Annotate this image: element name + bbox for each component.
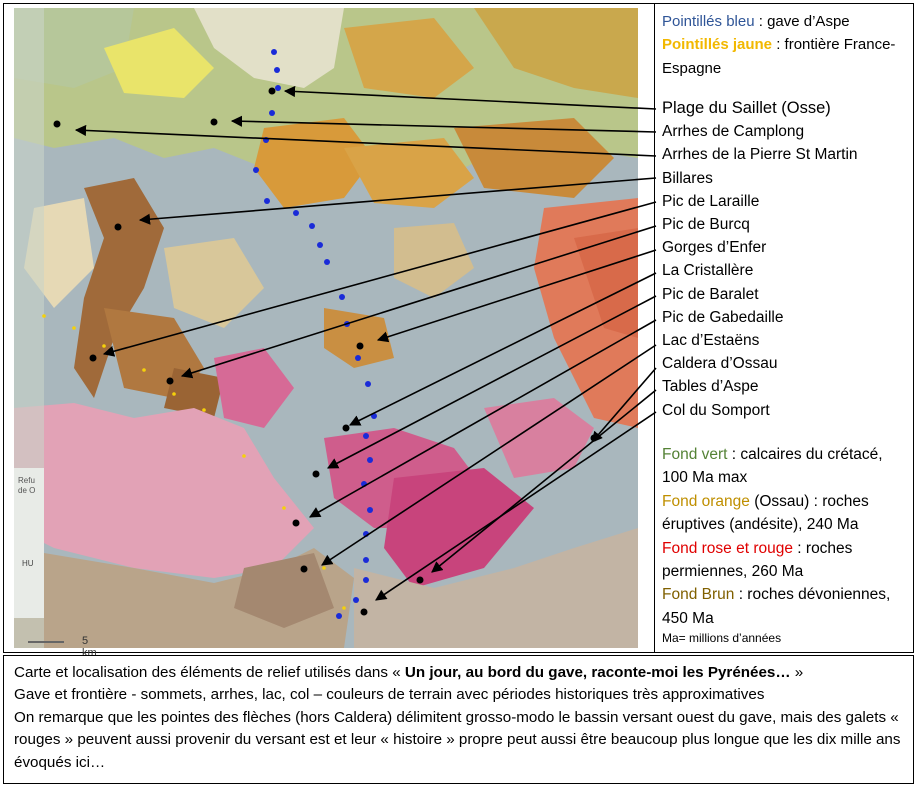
place-name: Arrhes de Camplong	[662, 123, 805, 141]
place-name: Plage du Saillet (Osse)	[662, 99, 831, 117]
geological-map	[14, 8, 638, 659]
scale-label: 5 km	[82, 635, 97, 659]
place-name: Col du Somport	[662, 401, 770, 419]
caption-box	[3, 655, 914, 784]
svg-text:HU: HU	[22, 559, 34, 568]
place-name: Tables d’Aspe	[662, 378, 759, 396]
legend-note: Ma= millions d’années	[662, 631, 782, 646]
legend-blue-label: Pointillés bleu	[662, 13, 755, 30]
column-divider	[654, 3, 655, 653]
place-name: Arrhes de la Pierre St Martin	[662, 146, 858, 164]
svg-text:de O: de O	[18, 486, 36, 495]
place-name: La Cristallère	[662, 262, 754, 280]
legend-yellow-text: : frontière France-Espagne	[662, 36, 896, 77]
place-name: Pic de Gabedaille	[662, 308, 784, 326]
place-name: Billares	[662, 169, 713, 187]
place-name: Pic de Baralet	[662, 285, 759, 303]
place-name: Lac d’Estaëns	[662, 332, 760, 350]
place-name: Caldera d’Ossau	[662, 355, 778, 373]
map-terrain	[14, 8, 638, 648]
svg-text:Refu: Refu	[18, 476, 35, 485]
legend-orange-text: (Ossau) : roches éruptives (andésite), 240 Ma	[662, 492, 869, 534]
color-legend	[662, 443, 910, 646]
legend-lines	[662, 10, 912, 80]
legend-yellow-label: Pointillés jaune	[662, 36, 773, 54]
place-name: Pic de Laraille	[662, 192, 760, 210]
place-name: Pic de Burcq	[662, 216, 750, 234]
caption-book-title: Un jour, au bord du gave, raconte-moi les Pyrénées…	[404, 664, 791, 681]
caption-line1-end: »	[790, 664, 804, 681]
legend-brown-label: Fond Brun	[662, 586, 735, 604]
place-name: Gorges d’Enfer	[662, 239, 767, 257]
legend-red-text: : roches permiennes, 260 Ma	[662, 539, 853, 581]
place-name-list	[662, 97, 858, 422]
caption-line2: Gave et frontière - sommets, arrhes, lac, col – couleurs de terrain avec périodes historiques très approximatives	[14, 686, 765, 704]
legend-brown-text: : roches dévoniennes, 450 Ma	[662, 586, 891, 627]
caption-line3: On remarque que les pointes des flèches (hors Caldera) délimitent grosso-modo le bassin versant ouest du gave, mais des galets « rouges » peuvent aussi provenir du versant est et leur « histoire » propre peut aussi être beaucoup plus longue que les dix mille ans évoqués ici…	[14, 708, 901, 771]
legend-green-text: : calcaires du crétacé, 100 Ma max	[662, 446, 883, 487]
caption-line1-start: Carte et localisation des éléments de relief utilisés dans «	[14, 664, 405, 681]
legend-red-label: Fond rose et rouge	[662, 539, 793, 557]
legend-orange-label: Fond orange	[662, 492, 750, 510]
legend-blue-text: : gave d’Aspe	[754, 13, 850, 30]
scale-bar	[28, 641, 64, 643]
legend-green-label: Fond vert	[662, 446, 728, 463]
